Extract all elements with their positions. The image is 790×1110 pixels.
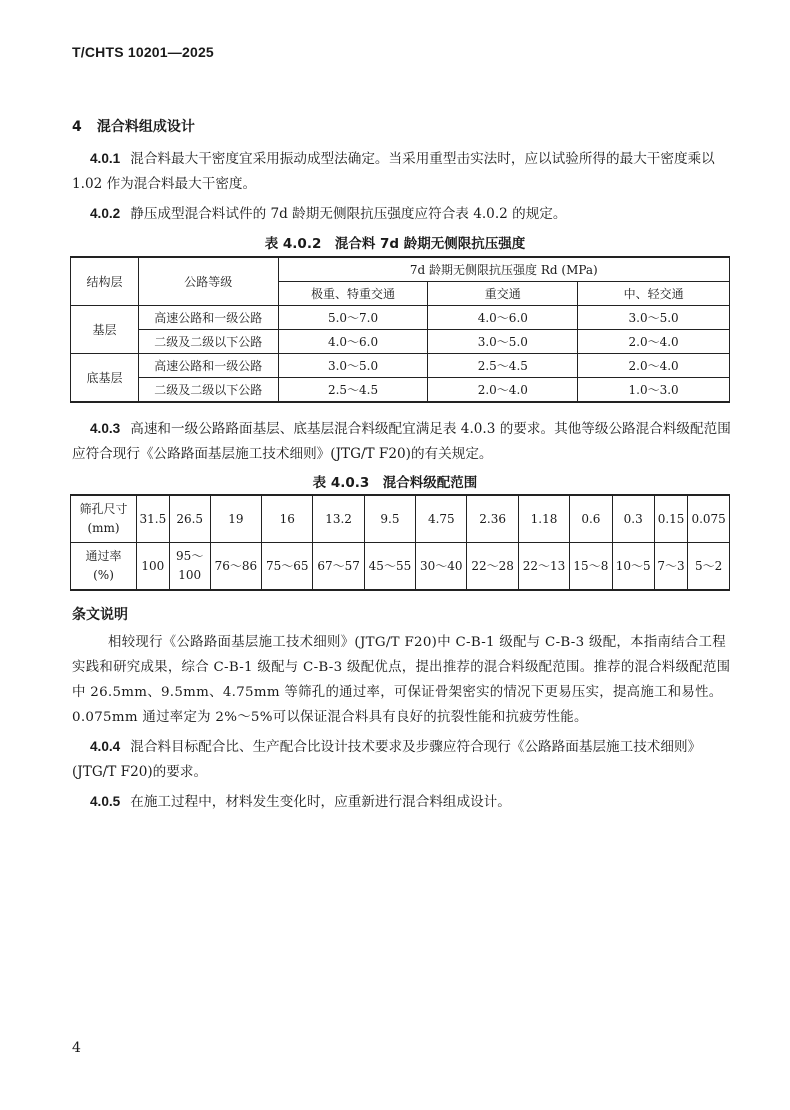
sieve-cell: 4.75 [416, 495, 467, 543]
clause-4-0-5 [72, 789, 732, 815]
table-row [71, 354, 730, 378]
header-traffic: 重交通 [428, 282, 578, 306]
header-structure-layer: 结构层 [71, 257, 139, 306]
passing-cell: 30～40 [416, 543, 467, 591]
passing-cell: 7～3 [654, 543, 687, 591]
value-cell: 3.0～5.0 [578, 306, 730, 330]
clause-4-0-2 [72, 201, 732, 227]
sieve-cell: 13.2 [313, 495, 364, 543]
sieve-cell: 0.15 [654, 495, 687, 543]
table-row [71, 330, 730, 354]
sieve-cell: 31.5 [137, 495, 170, 543]
header-road-grade: 公路等级 [138, 257, 278, 306]
grade-cell: 高速公路和一级公路 [138, 306, 278, 330]
notes-heading: 条文说明 [72, 607, 128, 623]
sieve-cell: 0.075 [688, 495, 730, 543]
value-cell: 2.5～4.5 [428, 354, 578, 378]
section-title: 混合料组成设计 [96, 119, 195, 135]
value-cell: 5.0～7.0 [278, 306, 428, 330]
value-cell: 1.0～3.0 [578, 378, 730, 403]
passing-cell: 5～2 [688, 543, 730, 591]
clause-4-0-1 [72, 146, 732, 197]
table-row [71, 306, 730, 330]
value-cell: 2.5～4.5 [278, 378, 428, 403]
clause-number: 4.0.3 [90, 421, 121, 436]
clause-number: 4.0.5 [90, 794, 121, 809]
sieve-cell: 0.3 [612, 495, 654, 543]
passing-cell: 75～65 [262, 543, 313, 591]
header-sieve: 筛孔尺寸 (mm) [71, 495, 137, 543]
clause-text: 混合料目标配合比、生产配合比设计技术要求及步骤应符合现行《公路路面基层施工技术细则》(JTG/T F20)的要求。 [72, 739, 702, 780]
sieve-cell: 26.5 [169, 495, 210, 543]
grade-cell: 二级及二级以下公路 [138, 378, 278, 403]
clause-4-0-4 [72, 734, 732, 785]
passing-cell: 100 [137, 543, 170, 591]
passing-cell: 22～28 [467, 543, 518, 591]
sieve-cell: 16 [262, 495, 313, 543]
layer-cell: 基层 [71, 306, 139, 354]
header-traffic: 极重、特重交通 [278, 282, 428, 306]
value-cell: 2.0～4.0 [428, 378, 578, 403]
passing-cell: 76～86 [210, 543, 261, 591]
sieve-cell: 1.18 [518, 495, 569, 543]
sieve-cell: 2.36 [467, 495, 518, 543]
page-number: 4 [72, 1040, 81, 1056]
clause-number: 4.0.2 [90, 206, 121, 221]
value-cell: 4.0～6.0 [278, 330, 428, 354]
passing-cell: 15～8 [570, 543, 612, 591]
clause-number: 4.0.1 [90, 151, 121, 166]
clause-text: 静压成型混合料试件的 7d 龄期无侧限抗压强度应符合表 4.0.2 的规定。 [130, 206, 567, 222]
sieve-cell: 19 [210, 495, 261, 543]
header-passing: 通过率 (%) [71, 543, 137, 591]
passing-cell: 10～5 [612, 543, 654, 591]
sieve-cell: 9.5 [364, 495, 415, 543]
notes-text: 相较现行《公路路面基层施工技术细则》(JTG/T F20)中 C-B-1 级配与 C-B-3 级配，本指南结合工程实践和研究成果，综合 C-B-1 级配与 C-B-3 级配优点，提出推荐的混合料级配范围。推荐的混合料级配范围中 26.5mm、9.5mm、4.75mm 等筛孔的通过率，可保证骨架密实的情况下更易压实，提高施工和易性。0.075mm 通过率定为 2%～5%可以保证混合料具有良好的抗裂性能和抗疲劳性能。 [72, 635, 731, 725]
passing-row [71, 543, 730, 591]
value-cell: 2.0～4.0 [578, 330, 730, 354]
clause-4-0-3 [72, 416, 732, 467]
table-row [71, 378, 730, 403]
sieve-cell: 0.6 [570, 495, 612, 543]
passing-cell: 67～57 [313, 543, 364, 591]
header-strength: 7d 龄期无侧限抗压强度 Rd (MPa) [278, 257, 729, 282]
grade-cell: 二级及二级以下公路 [138, 330, 278, 354]
passing-cell: 95～100 [169, 543, 210, 591]
passing-cell: 45～55 [364, 543, 415, 591]
gradation-table [70, 494, 730, 591]
header-traffic: 中、轻交通 [578, 282, 730, 306]
value-cell: 4.0～6.0 [428, 306, 578, 330]
value-cell: 2.0～4.0 [578, 354, 730, 378]
table-4-0-2-title: 表 4.0.2 混合料 7d 龄期无侧限抗压强度 [264, 236, 526, 252]
clause-text: 高速和一级公路路面基层、底基层混合料级配宜满足表 4.0.3 的要求。其他等级公路混合料级配范围应符合现行《公路路面基层施工技术细则》(JTG/T F20)的有关规定。 [72, 421, 731, 462]
clause-text: 在施工过程中，材料发生变化时，应重新进行混合料组成设计。 [130, 794, 511, 810]
document-code: T/CHTS 10201—2025 [72, 44, 214, 60]
section-heading [72, 116, 195, 136]
clause-number: 4.0.4 [90, 739, 121, 754]
value-cell: 3.0～5.0 [278, 354, 428, 378]
section-number: 4 [72, 119, 82, 135]
sieve-row [71, 495, 730, 543]
grade-cell: 高速公路和一级公路 [138, 354, 278, 378]
value-cell: 3.0～5.0 [428, 330, 578, 354]
clause-text: 混合料最大干密度宜采用振动成型法确定。当采用重型击实法时，应以试验所得的最大干密度乘以 1.02 作为混合料最大干密度。 [72, 151, 715, 192]
strength-table [70, 256, 730, 403]
passing-cell: 22～13 [518, 543, 569, 591]
layer-cell: 底基层 [71, 354, 139, 403]
table-4-0-3-title: 表 4.0.3 混合料级配范围 [312, 475, 478, 491]
